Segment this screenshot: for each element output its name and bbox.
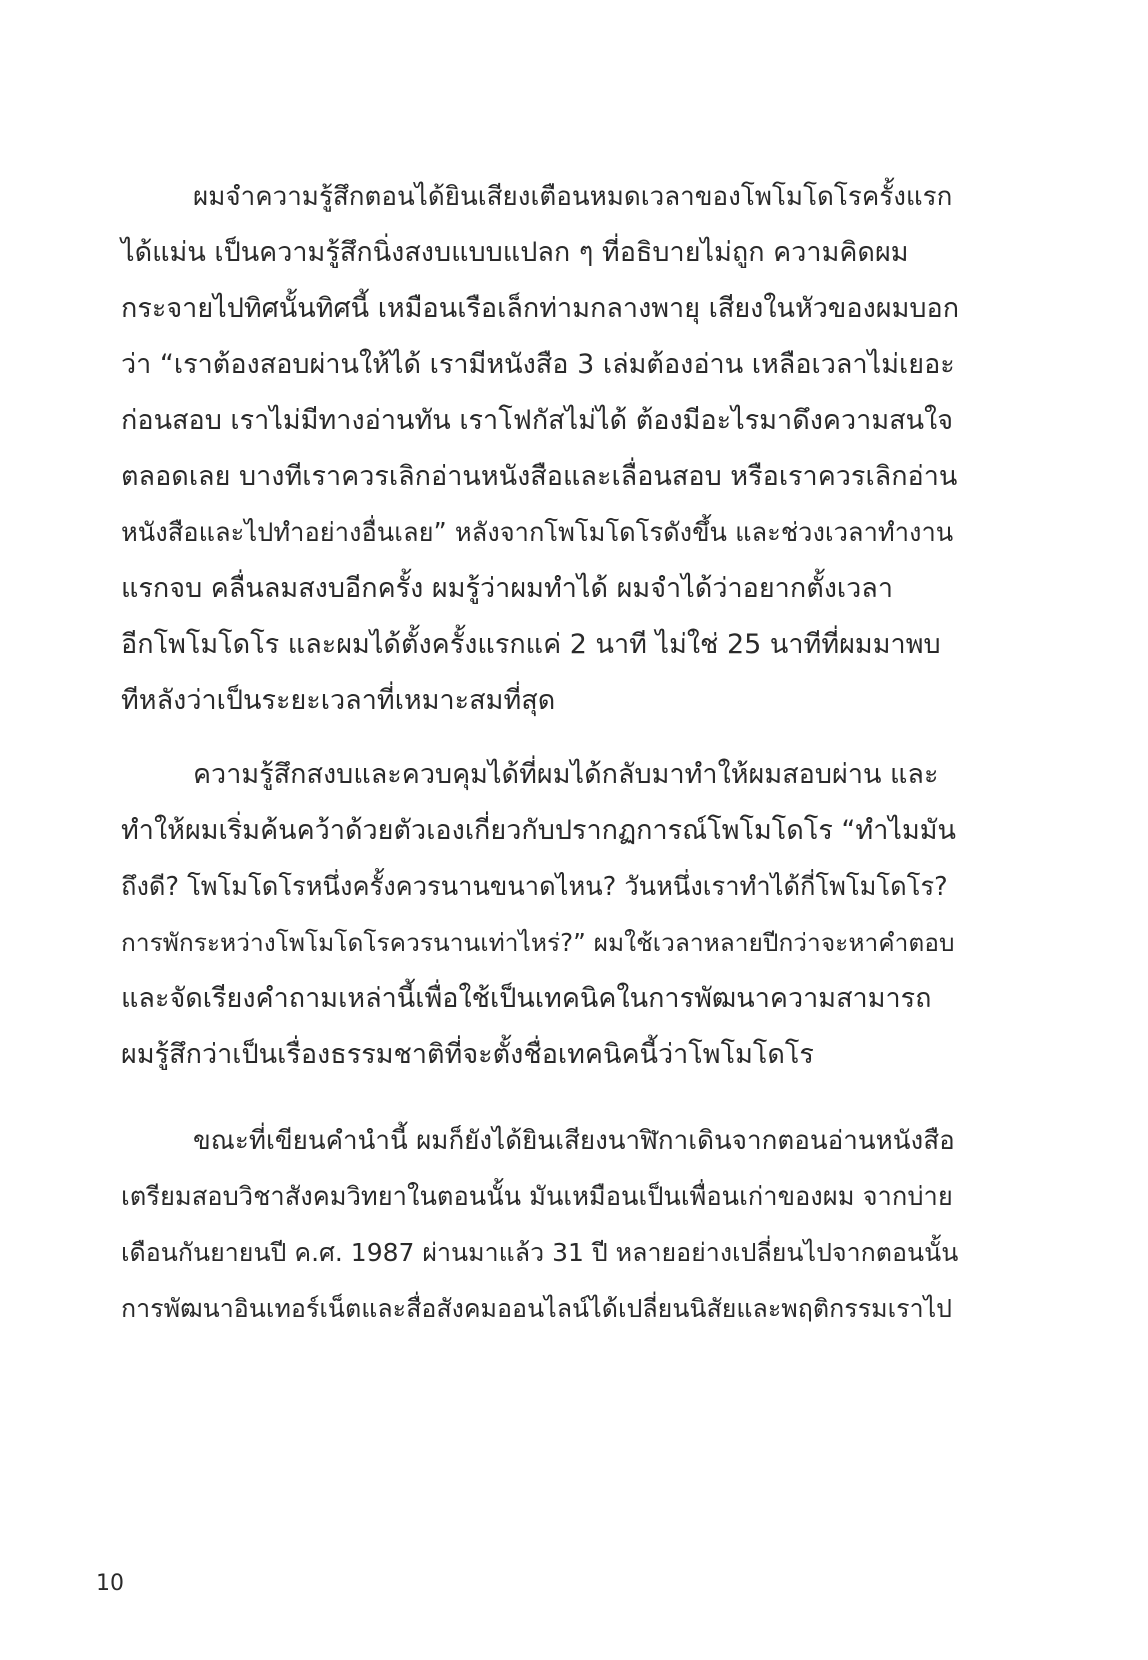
paragraph-line: ได้แม่น เป็นความรู้สึกนิ่งสงบแบบแปลก ๆ ที่อธิบายไม่ถูก ความคิดผม [121, 237, 909, 268]
paragraph-line: ตลอดเลย บางทีเราควรเลิกอ่านหนังสือและเลื่อนสอบ หรือเราควรเลิกอ่าน [121, 461, 958, 492]
paragraph-line: ทีหลังว่าเป็นระยะเวลาที่เหมาะสมที่สุด [121, 685, 556, 716]
paragraph-line: กระจายไปทิศนั้นทิศนี้ เหมือนเรือเล็กท่ามกลางพายุ เสียงในหัวของผมบอก [121, 293, 960, 324]
paragraph-line: ผมรู้สึกว่าเป็นเรื่องธรรมชาติที่จะตั้งชื่อเทคนิคนี้ว่าโพโมโดโร [121, 1039, 814, 1070]
paragraph-line: เตรียมสอบวิชาสังคมวิทยาในตอนนั้น มันเหมือนเป็นเพื่อนเก่าของผม จากบ่าย [121, 1182, 953, 1212]
paragraph-line: อีกโพโมโดโร และผมได้ตั้งครั้งแรกแค่ 2 นาที ไม่ใช่ 25 นาทีที่ผมมาพบ [121, 629, 941, 660]
paragraph-line: ก่อนสอบ เราไม่มีทางอ่านทัน เราโฟกัสไม่ได้ ต้องมีอะไรมาดึงความสนใจ [121, 405, 954, 436]
paragraph-line: และจัดเรียงคำถามเหล่านี้เพื่อใช้เป็นเทคนิคในการพัฒนาความสามารถ [121, 983, 932, 1014]
page-number: 10 [96, 1571, 124, 1596]
paragraph-line: การพัฒนาอินเทอร์เน็ตและสื่อสังคมออนไลน์ได้เปลี่ยนนิสัยและพฤติกรรมเราไป [121, 1294, 953, 1323]
paragraph-line: หนังสือและไปทำอย่างอื่นเลย” หลังจากโพโมโดโรดังขึ้น และช่วงเวลาทำงาน [121, 518, 954, 548]
paragraph-line: ขณะที่เขียนคำนำนี้ ผมก็ยังได้ยินเสียงนาฬิกาเดินจากตอนอ่านหนังสือ [193, 1126, 955, 1156]
paragraph-line: ผมจำความรู้สึกตอนได้ยินเสียงเตือนหมดเวลาของโพโมโดโรครั้งแรก [193, 182, 953, 212]
paragraph-line: ถึงดี? โพโมโดโรหนึ่งครั้งควรนานขนาดไหน? วันหนึ่งเราทำได้กี่โพโมโดโร? [121, 872, 948, 902]
paragraph-line: ทำให้ผมเริ่มค้นคว้าด้วยตัวเองเกี่ยวกับปรากฏการณ์โพโมโดโร “ทำไมมัน [121, 815, 957, 846]
paragraph-line: การพักระหว่างโพโมโดโรควรนานเท่าไหร่?” ผมใช้เวลาหลายปีกว่าจะหาคำตอบ [121, 928, 955, 957]
paragraph-line: แรกจบ คลื่นลมสงบอีกครั้ง ผมรู้ว่าผมทำได้ ผมจำได้ว่าอยากตั้งเวลา [121, 573, 894, 604]
paragraph-line: เดือนกันยายนปี ค.ศ. 1987 ผ่านมาแล้ว 31 ปี หลายอย่างเปลี่ยนไปจากตอนนั้น [121, 1238, 959, 1267]
paragraph-line: ว่า “เราต้องสอบผ่านให้ได้ เรามีหนังสือ 3 เล่มต้องอ่าน เหลือเวลาไม่เยอะ [121, 349, 955, 380]
paragraph-line: ความรู้สึกสงบและควบคุมได้ที่ผมได้กลับมาทำให้ผมสอบผ่าน และ [193, 759, 939, 790]
